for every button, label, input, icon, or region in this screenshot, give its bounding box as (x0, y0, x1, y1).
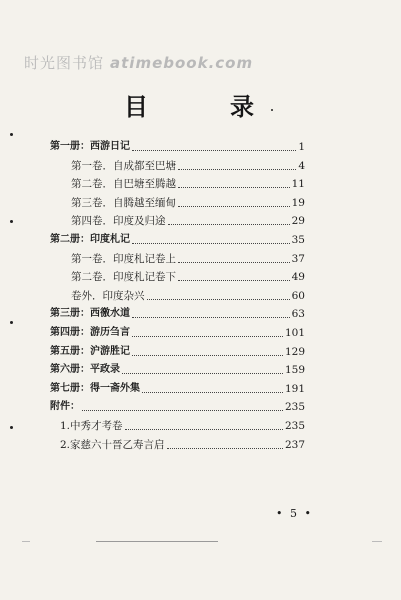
toc-entry-page: 11 (291, 178, 305, 191)
toc-dot-leader (142, 391, 283, 393)
watermark (24, 52, 253, 73)
scan-edge (96, 541, 218, 542)
toc-entry-page: 235 (284, 401, 305, 414)
toc-dot-leader (132, 316, 290, 318)
scan-mark (10, 133, 13, 136)
toc-dot-leader (178, 205, 290, 207)
toc-dot-leader (178, 186, 290, 188)
toc-chapter-entry[interactable] (71, 212, 305, 228)
watermark-chinese: 时光图书馆 (24, 54, 105, 72)
toc-volume-entry[interactable] (50, 380, 305, 396)
toc-entry-page: 63 (291, 308, 305, 321)
toc-entry-page: 37 (291, 252, 305, 265)
watermark-url: atimebook.com (110, 54, 254, 72)
toc-entry-title: 第二卷．自巴塘至腾越 (71, 178, 176, 191)
toc-chapter-entry[interactable] (71, 175, 305, 191)
toc-dot-leader (178, 279, 290, 281)
toc-entry-title: 第一册：西游日记 (50, 141, 130, 152)
toc-entry-page: 19 (291, 196, 305, 209)
toc-entry-title: 第一卷．印度札记卷上 (71, 252, 176, 265)
toc-entry-title: 第三卷．自腾越至缅甸 (71, 196, 176, 209)
toc-volume-entry[interactable] (50, 305, 305, 321)
toc-volume-entry[interactable] (50, 324, 305, 340)
toc-chapter-entry[interactable] (71, 194, 305, 210)
toc-entry-title: 第二册：印度札记 (50, 234, 130, 245)
page-number: • 5 • (276, 507, 313, 520)
toc-dot-leader (178, 168, 296, 170)
toc-entry-title: 第三册：西徼水道 (50, 308, 130, 320)
scan-mark (10, 220, 13, 223)
toc-volume-entry[interactable] (50, 343, 305, 359)
toc-entry-page: 49 (291, 271, 305, 284)
toc-volume-entry[interactable] (50, 398, 305, 414)
toc-dot-leader (178, 261, 290, 263)
toc-entry-page: 1 (298, 141, 305, 153)
toc-entry-page: 159 (284, 364, 305, 377)
toc-dot-leader (132, 149, 296, 151)
toc-entry-page: 235 (284, 420, 305, 432)
toc-dot-leader (125, 428, 283, 430)
toc-entry-title: 1.中秀才考卷 (60, 420, 123, 432)
toc-dot-leader (122, 372, 283, 374)
toc-volume-entry[interactable] (50, 138, 305, 154)
toc-volume-entry[interactable] (50, 361, 305, 377)
toc-entry-page: 191 (284, 382, 305, 395)
toc-entry-title: 附件： (50, 401, 80, 413)
toc-entry-title: 第四卷．印度及归途 (71, 215, 166, 228)
toc-dot-leader (82, 409, 283, 411)
toc-dot-leader (132, 335, 283, 337)
toc-entry-page: 29 (291, 215, 305, 228)
page-title (0, 92, 401, 122)
toc-entry-title: 卷外．印度杂兴 (71, 289, 145, 302)
toc-dot-leader (167, 447, 283, 449)
toc-chapter-entry[interactable] (60, 417, 305, 433)
toc-entry-page: 101 (284, 327, 305, 339)
scan-edge (372, 541, 382, 542)
toc-entry-title: 第一卷．自成都至巴塘 (71, 159, 176, 172)
toc-entry-title: 2.家慈六十晉乙寿言启 (60, 438, 165, 451)
toc-dot-leader (132, 242, 290, 244)
toc-dot-leader (168, 223, 290, 225)
toc-entry-page: 129 (284, 345, 305, 358)
toc-entry-page: 4 (298, 159, 305, 172)
scan-edge (22, 541, 30, 542)
toc-entry-page: 60 (291, 289, 305, 302)
scan-mark (10, 321, 13, 324)
scan-mark (271, 109, 273, 111)
toc-chapter-entry[interactable] (60, 436, 305, 452)
title-char-2: 录 (230, 93, 254, 121)
scan-mark (10, 426, 13, 429)
title-char-1: 目 (124, 93, 148, 121)
toc-entry-title: 第四册：游历刍言 (50, 327, 130, 338)
toc-entry-title: 第五册：沪游胜记 (50, 345, 130, 357)
toc-dot-leader (147, 298, 290, 300)
toc-entry-title: 第二卷．印度札记卷下 (71, 271, 176, 284)
toc-volume-entry[interactable] (50, 231, 305, 247)
toc-chapter-entry[interactable] (71, 287, 305, 303)
toc-dot-leader (132, 354, 283, 356)
toc-chapter-entry[interactable] (71, 250, 305, 266)
toc-chapter-entry[interactable] (71, 268, 305, 284)
toc-entry-title: 第七册：得一斋外集 (50, 382, 140, 394)
toc-entry-page: 237 (284, 438, 305, 451)
toc-entry-title: 第六册：平政录 (50, 364, 120, 376)
toc-chapter-entry[interactable] (71, 157, 305, 173)
toc-entry-page: 35 (291, 234, 305, 246)
